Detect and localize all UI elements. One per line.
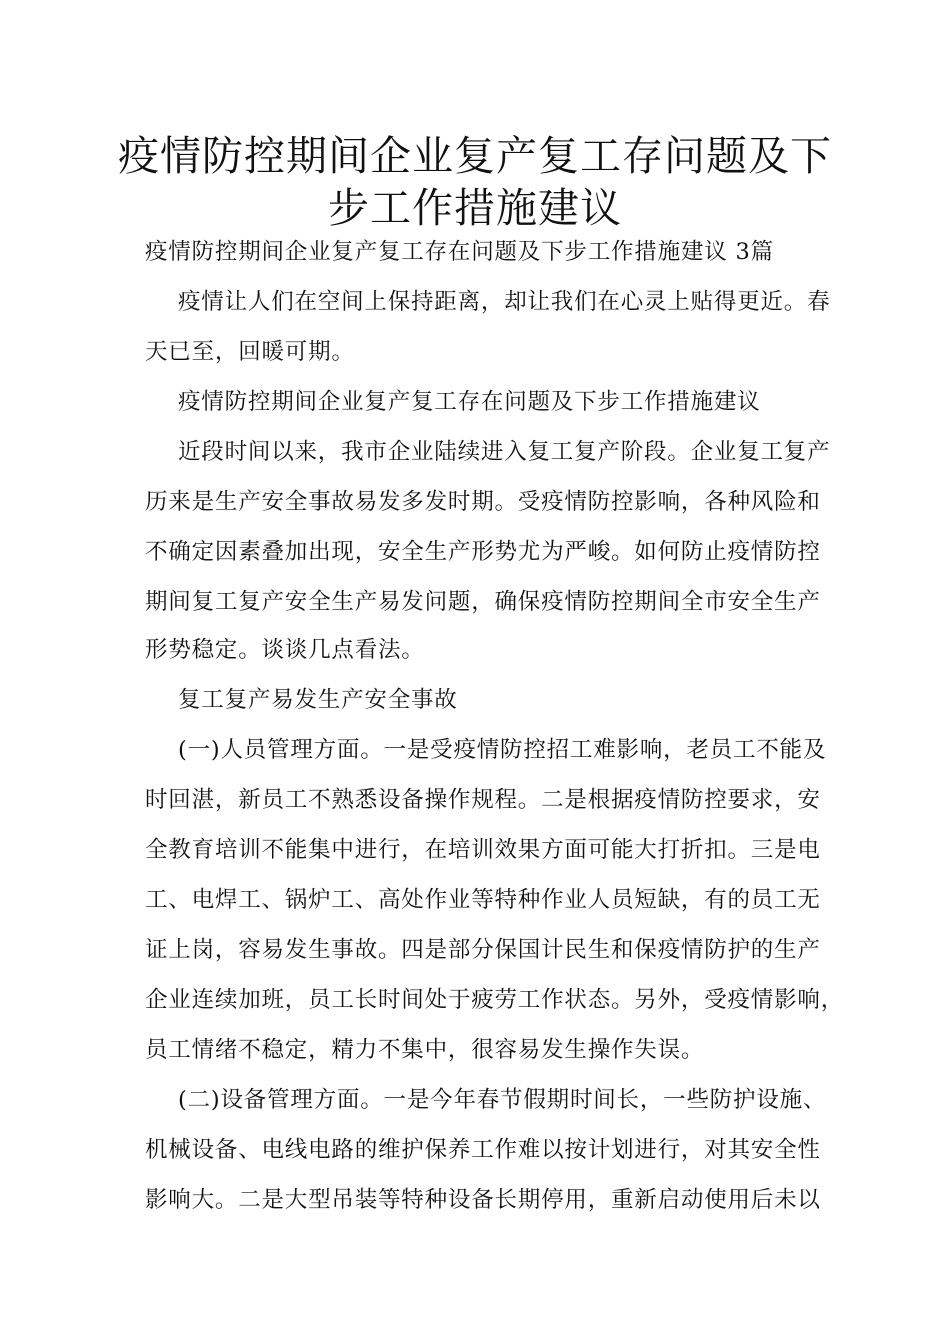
paragraph-line: 疫情让人们在空间上保持距离，却让我们在心灵上贴得更近。春	[178, 289, 831, 315]
paragraph-line: 全教育培训不能集中进行，在培训效果方面可能大打折扣。三是电	[145, 837, 821, 863]
paragraph-line: 机械设备、电线电路的维护保养工作难以按计划进行，对其安全性	[145, 1137, 821, 1163]
paragraph-line: 历来是生产安全事故易发多发时期。受疫情防控影响，各种风险和	[145, 489, 821, 515]
paragraph-line: 工、电焊工、锅炉工、高处作业等特种作业人员短缺，有的员工无	[145, 887, 821, 913]
section-heading: 疫情防控期间企业复产复工存在问题及下步工作措施建议	[178, 389, 761, 415]
paragraph-line: 期间复工复产安全生产易发问题，确保疫情防控期间全市安全生产	[145, 589, 821, 615]
paragraph-line: 近段时间以来，我市企业陆续进入复工复产阶段。企业复工复产	[178, 439, 831, 465]
paragraph-line: 时回湛，新员工不熟悉设备操作规程。二是根据疫情防控要求，安	[145, 787, 821, 813]
section-heading: 复工复产易发生产安全事故	[178, 687, 458, 713]
document-title-line-2: 步工作措施建议	[328, 184, 622, 232]
paragraph-line: 形势稳定。谈谈几点看法。	[145, 637, 425, 663]
document-subtitle: 疫情防控期间企业复产复工存在问题及下步工作措施建议 3篇	[145, 239, 774, 265]
paragraph-line: 证上岗，容易发生事故。四是部分保国计民生和保疫情防护的生产	[145, 937, 821, 963]
paragraph-line: 企业连续加班，员工长时间处于疲劳工作状态。另外，受疫情影响，	[145, 987, 845, 1013]
paragraph-line: (一)人员管理方面。一是受疫情防控招工难影响，老员工不能及	[178, 737, 827, 763]
document-title-line-1: 疫情防控期间企业复产复工存问题及下	[118, 132, 832, 180]
paragraph-line: 天已至，回暖可期。	[145, 339, 355, 365]
paragraph-line: 员工情绪不稳定，精力不集中，很容易发生操作失误。	[145, 1037, 705, 1063]
paragraph-line: 不确定因素叠加出现，安全生产形势尤为严峻。如何防止疫情防控	[145, 539, 821, 565]
paragraph-line: (二)设备管理方面。一是今年春节假期时间长，一些防护设施、	[178, 1087, 827, 1113]
paragraph-line: 影响大。二是大型吊装等特种设备长期停用，重新启动使用后未以	[145, 1187, 821, 1213]
